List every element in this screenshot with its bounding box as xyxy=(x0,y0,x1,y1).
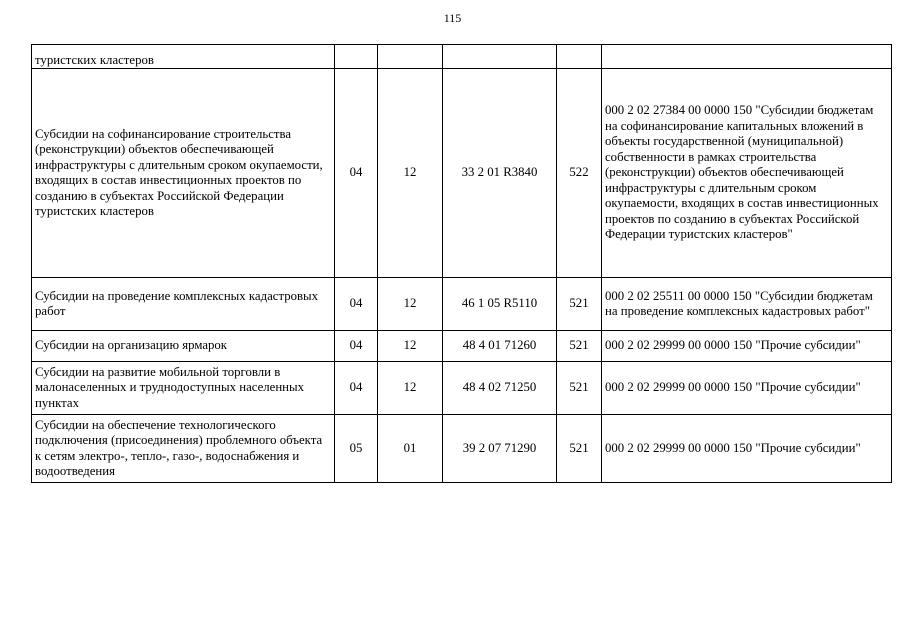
section-cell: 04 xyxy=(335,331,378,362)
table-row xyxy=(32,69,892,278)
income-code-cell: 000 2 02 27384 00 0000 150 "Субсидии бюджетам на софинансирование капитальных вложений в объекты государственной (муниципальной) собственности в рамках строительства (реконструкции) объектов обеспечивающей инфраструктуры с длительным сроком окупаемости, входящих в состав инвестиционных проектов по созданию в субъектах Российской Федерации туристских кластеров" xyxy=(602,69,892,278)
subsidy-name-cell: Субсидии на обеспечение технологического подключения (присоединения) проблемного объекта к сетям электро-, тепло-, газо-, водоснабжения и водоотведения xyxy=(32,415,335,483)
expense-type-cell: 522 xyxy=(557,69,602,278)
target-article-cell: 46 1 05 R5110 xyxy=(443,278,557,331)
section-cell: 04 xyxy=(335,278,378,331)
subsidy-name-cell: Субсидии на организацию ярмарок xyxy=(32,331,335,362)
subsidy-name-cell: Субсидии на софинансирование строительства (реконструкции) объектов обеспечивающей инфраструктуры с длительным сроком окупаемости, входящих в состав инвестиционных проектов по созданию в субъектах Российской Федерации туристских кластеров xyxy=(32,69,335,278)
expense-type-cell xyxy=(557,45,602,69)
table-row xyxy=(32,362,892,415)
page-number: 115 xyxy=(443,11,462,25)
income-code-cell xyxy=(602,45,892,69)
section-cell: 05 xyxy=(335,415,378,483)
subsection-cell xyxy=(378,45,443,69)
subsection-cell: 12 xyxy=(378,69,443,278)
subsection-cell: 12 xyxy=(378,331,443,362)
target-article-cell: 48 4 01 71260 xyxy=(443,331,557,362)
subsection-cell: 12 xyxy=(378,278,443,331)
subsidy-name-cell: Субсидии на проведение комплексных кадастровых работ xyxy=(32,278,335,331)
subsidies-table xyxy=(31,44,892,483)
section-cell: 04 xyxy=(335,69,378,278)
subsidy-name-cell: Субсидии на развитие мобильной торговли в малонаселенных и труднодоступных населенных пунктах xyxy=(32,362,335,415)
subsection-cell: 01 xyxy=(378,415,443,483)
subsidy-name-cell: туристских кластеров xyxy=(32,45,335,69)
income-code-cell: 000 2 02 29999 00 0000 150 "Прочие субсидии" xyxy=(602,331,892,362)
target-article-cell xyxy=(443,45,557,69)
section-cell: 04 xyxy=(335,362,378,415)
target-article-cell: 39 2 07 71290 xyxy=(443,415,557,483)
income-code-cell: 000 2 02 25511 00 0000 150 "Субсидии бюджетам на проведение комплексных кадастровых работ" xyxy=(602,278,892,331)
table-row xyxy=(32,278,892,331)
section-cell xyxy=(335,45,378,69)
income-code-cell: 000 2 02 29999 00 0000 150 "Прочие субсидии" xyxy=(602,415,892,483)
income-code-cell: 000 2 02 29999 00 0000 150 "Прочие субсидии" xyxy=(602,362,892,415)
expense-type-cell: 521 xyxy=(557,331,602,362)
subsection-cell: 12 xyxy=(378,362,443,415)
target-article-cell: 33 2 01 R3840 xyxy=(443,69,557,278)
table-row xyxy=(32,45,892,69)
expense-type-cell: 521 xyxy=(557,362,602,415)
expense-type-cell: 521 xyxy=(557,415,602,483)
table-row xyxy=(32,415,892,483)
table-row xyxy=(32,331,892,362)
expense-type-cell: 521 xyxy=(557,278,602,331)
target-article-cell: 48 4 02 71250 xyxy=(443,362,557,415)
